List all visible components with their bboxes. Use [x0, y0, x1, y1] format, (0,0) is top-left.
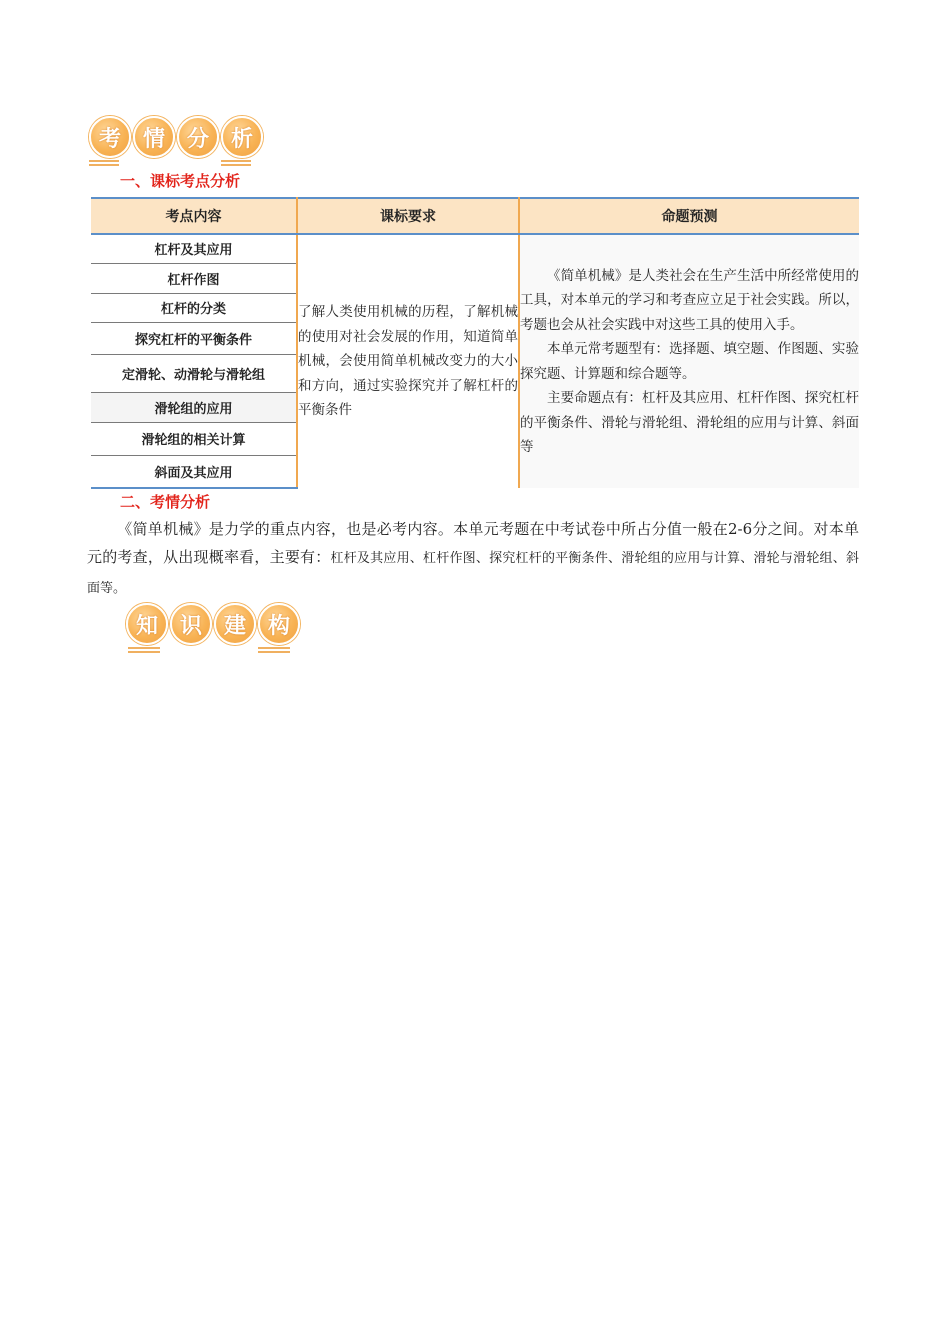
prediction-paragraph: 主要命题点有：杠杆及其应用、杠杆作图、探究杠杆的平衡条件、滑轮与滑轮组、滑轮组的应用与计算、斜面等 [520, 390, 859, 455]
header-requirement: 课标要求 [297, 198, 519, 234]
exam-analysis-paragraph [87, 515, 859, 603]
topic-cell: 定滑轮、动滑轮与滑轮组 [91, 354, 297, 392]
exam-analysis-text: 《简单机械》是力学的重点内容，也是必考内容。本单元考题在中考试卷中所占分值一般在2-6分之间。对本单元的考查，从出现概率看，主要有： [87, 520, 859, 566]
topic-cell: 滑轮组的应用 [91, 392, 297, 422]
badge-char: 考 [89, 116, 131, 158]
prediction-paragraph: 《简单机械》是人类社会在生产生活中所经常使用的工具，对本单元的学习和考查应立足于社会实践。所以，考题也会从社会实践中对这些工具的使用入手。 [520, 267, 859, 333]
badge-char: 知 [126, 603, 168, 645]
section-title-exam-analysis: 二、考情分析 [120, 493, 211, 511]
topic-cell: 杠杆的分类 [91, 293, 297, 322]
header-prediction: 命题预测 [519, 198, 859, 234]
exam-analysis-topics: 杠杆及其应用、杠杆作图、探究杠杆的平衡条件、滑轮组的应用与计算、滑轮与滑轮组、斜面等。 [87, 551, 859, 596]
topic-cell: 探究杠杆的平衡条件 [91, 322, 297, 354]
header-topic: 考点内容 [91, 198, 297, 234]
badge-char: 建 [214, 603, 256, 645]
curriculum-table [91, 197, 859, 489]
badge-char: 分 [177, 116, 219, 158]
topic-cell: 斜面及其应用 [91, 455, 297, 488]
badge-char: 识 [170, 603, 212, 645]
section-title-curriculum: 一、课标考点分析 [120, 172, 241, 190]
badge-char: 构 [258, 603, 300, 645]
topic-cell: 滑轮组的相关计算 [91, 422, 297, 455]
badge-char: 析 [221, 116, 263, 158]
requirement-cell: 了解人类使用机械的历程，了解机械的使用对社会发展的作用，知道简单机械，会使用简单机械改变力的大小和方向，通过实验探究并了解杠杆的平衡条件 [297, 234, 519, 488]
topic-cell: 杠杆作图 [91, 263, 297, 293]
badge-char: 情 [133, 116, 175, 158]
section-badge-knowledge-structure [126, 603, 302, 645]
topic-cell: 杠杆及其应用 [91, 234, 297, 263]
prediction-paragraph: 本单元常考题型有：选择题、填空题、作图题、实验探究题、计算题和综合题等。 [520, 341, 859, 382]
section-badge-exam-analysis [89, 116, 265, 158]
prediction-cell [519, 234, 859, 488]
